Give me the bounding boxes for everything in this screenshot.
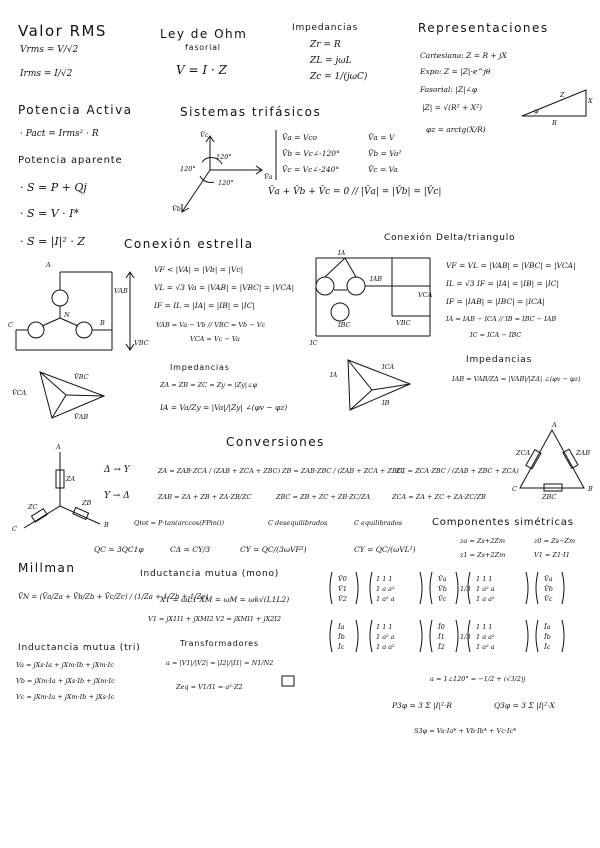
formula-irms: Irms = I/√2 <box>20 69 73 79</box>
formula-s3: · S = |I|² · Z <box>20 235 86 248</box>
mat-i2: Ī2 <box>438 643 445 651</box>
delta-label-vbc: VBC <box>396 319 411 327</box>
conv-delta-to-y: Δ → Y <box>104 465 130 475</box>
heading-conversiones: Conversiones <box>226 435 325 449</box>
mat-vc: V̄c <box>438 595 447 603</box>
formula-p3f: P3φ = 3 Σ |I|²·R <box>392 701 453 710</box>
formula-ohm: V = I · Z <box>176 63 227 77</box>
formula-est2: VL = √3 Va = |VAB| = |VBC| = |VCA| <box>154 283 295 292</box>
mat-third: 1/3 <box>460 585 471 593</box>
conv-label-za: ZA <box>66 475 76 483</box>
mat-v0: V̄0 <box>338 575 347 583</box>
formula-tri-m3: Vc = jXm·Ia + jXm·Ib + jXs·Ic <box>16 693 115 701</box>
delta-conv-node-c: C <box>512 485 517 493</box>
formula-mut2: V1 = jX1I1 + jXMI2 V2 = jXMI1 + jX2I2 <box>148 615 282 623</box>
formula-zca: ZCA = ZA + ZC + ZA·ZC/ZB <box>392 493 486 501</box>
mat-row1: 1 1 1 <box>376 575 393 583</box>
mat-ib2: Īb <box>544 633 551 641</box>
mat-i0: Ī0 <box>438 623 445 631</box>
formula-tri-m2: Vb = jXm·Ia + jXs·Ib + jXm·Ic <box>16 677 115 685</box>
delta-conv-node-b: B <box>588 485 593 493</box>
delta-phasor-triangle <box>348 360 410 410</box>
heading-valor-rms: Valor RMS <box>18 22 107 40</box>
star-tri-vca: V̄CA <box>12 389 27 397</box>
phasor-angle-3: 120° <box>218 179 234 187</box>
formula-s2: · S = V · I* <box>20 207 80 220</box>
formula-q3f: Q3φ = 3 Σ |I|²·X <box>494 701 555 710</box>
heading-impedancias-top: Impedancias <box>292 23 359 33</box>
formula-millman: V̄N = (V̄a/Za + V̄b/Zb + V̄c/Zc) / (1/Za + 1/Zb + 1/Zc) <box>18 593 209 601</box>
phasor-angle-1: 120° <box>216 153 232 161</box>
heading-conexion-delta: Conexión Delta/triangulo <box>384 233 516 243</box>
formula-zr: Zr = R <box>310 40 341 50</box>
tri-label-phi: φ <box>534 107 539 115</box>
mat-v1: V̄1 <box>338 585 347 593</box>
formula-tri1: V̄a = Vco <box>282 133 318 142</box>
conversion-delta <box>520 430 584 491</box>
star-circuit <box>16 272 134 350</box>
mat-row3: 1 a² a <box>376 595 395 603</box>
formula-zab: ZAB = ZA + ZB + ZA·ZB/ZC <box>158 493 252 501</box>
formula-tri3: V̄c = Vc∠-240° <box>282 165 340 174</box>
formula-cdelta: CΔ = CY/3 <box>170 545 211 554</box>
formula-cs3: z1 = Zs+2Zm <box>460 551 506 559</box>
star-node-b: B <box>100 319 105 327</box>
delta-conv-zca: ZCA <box>516 449 531 457</box>
formula-est3: IF = IL = |IA| = |IB| = |IC| <box>154 301 256 310</box>
formula-za: ZA = ZAB·ZCA / (ZAB + ZCA + ZBC) <box>158 467 281 475</box>
mat-ia: Īa <box>338 623 345 631</box>
heading-ley-ohm: Ley de Ohm <box>160 27 248 41</box>
formula-imp-del1: IAB = VAB/ZΔ = |VAB|/|ZΔ| ∠(φv − φz) <box>452 375 581 383</box>
formula-est5: VCA = Vc − Va <box>190 335 240 343</box>
mat-irow3b: 1 a² a <box>476 643 495 651</box>
formula-zc: Zc = 1/(jωC) <box>310 72 368 82</box>
heading-sistemas-trifasicos: Sistemas trifásicos <box>180 105 322 119</box>
heading-transformadores: Transformadores <box>180 639 259 648</box>
formula-del3: IF = |IAB| = |IBC| = |ICA| <box>446 297 545 306</box>
delta-label-vca: VCA <box>418 291 433 299</box>
delta-tri-ia: IA <box>330 371 338 379</box>
phasor-label-va: V̄a <box>264 173 273 181</box>
tri-label-r: R <box>552 119 557 127</box>
conversion-star <box>24 452 100 528</box>
formula-trans1: a = |V1|/|V2| = |I2|/|I1| = N1/N2 <box>166 659 274 667</box>
delta-label-ibc: IBC <box>338 321 351 329</box>
phasor-label-vc: V̄c <box>200 131 209 139</box>
formula-tri4: V̄a = V <box>368 133 395 142</box>
delta-conv-zab: ZAB <box>576 449 590 457</box>
tri-label-z: Z <box>560 91 565 99</box>
formula-cs4: V1 = Z1·I1 <box>534 551 570 559</box>
formula-cartesiana: Cartesiana: Z = R + jX <box>420 51 507 60</box>
formula-del2: IL = √3 IF = |IA| = |IB| = |IC| <box>446 279 559 288</box>
heading-impedancias-delta: Impedancias <box>466 355 533 365</box>
delta-label-ic: IC <box>310 339 318 347</box>
delta-circuit <box>316 258 433 336</box>
star-label-vab: VAB <box>114 287 128 295</box>
formula-angulo: φz = arctg(X/R) <box>426 125 486 134</box>
heading-millman: Millman <box>18 561 76 575</box>
formula-tri-m1: Va = jXs·Ia + jXm·Ib + jXm·Ic <box>16 661 114 669</box>
formula-est4: VAB = Va − Vb // VBC = Vb − Vc <box>156 321 266 329</box>
delta-label-iab: IAB <box>370 275 383 283</box>
star-phasor-triangle <box>40 372 104 418</box>
formula-trans2: Zeq = V1/I1 = a²·Z2 <box>176 683 243 691</box>
mat-row3b: 1 a a² <box>476 595 495 603</box>
formula-qc: QC = 3QC1φ <box>94 545 144 554</box>
formula-zb: ZB = ZAB·ZBC / (ZAB + ZCA + ZBC) <box>282 467 405 475</box>
phasor-angle-2: 120° <box>180 165 196 173</box>
mat-irow3: 1 a a² <box>376 643 395 651</box>
formula-mat-a: a = 1∠120° = −1/2 + (√3/2)j <box>430 675 526 683</box>
heading-conexion-estrella: Conexión estrella <box>124 237 254 251</box>
heading-impedancias-estrella: Impedancias <box>170 363 230 372</box>
tri-label-x: X <box>588 97 593 105</box>
heading-ley-ohm-sub: fasorial <box>185 43 221 52</box>
formula-vrms: Vrms = V/√2 <box>20 45 79 55</box>
formula-cy2: CY = QC/(ωVL²) <box>354 545 416 554</box>
formula-qtot: Qtot = P·tan(arccos(FPini)) <box>134 519 225 527</box>
star-tri-vab: V̄AB <box>74 413 89 421</box>
formula-modulo: |Z| = √(R² + X²) <box>422 103 482 112</box>
phasor-star <box>182 136 262 212</box>
heading-representaciones: Representaciones <box>418 21 549 35</box>
mat-row2b: 1 a² a <box>476 585 495 593</box>
mat-va2: V̄a <box>544 575 553 583</box>
delta-conv-node-a: A <box>552 421 557 429</box>
formula-zbc: ZBC = ZB + ZC + ZB·ZC/ZA <box>276 493 371 501</box>
heading-potencia-activa: Potencia Activa <box>18 103 133 117</box>
mat-ia2: Īa <box>544 623 551 631</box>
formula-est1: VF < |VA| = |Vb| = |Vc| <box>154 265 244 274</box>
conv-label-zc: ZC <box>28 503 38 511</box>
mat-i1: Ī1 <box>438 633 445 641</box>
heading-potencia-aparente: Potencia aparente <box>18 155 123 166</box>
heading-componentes-simetricas: Componentes simétricas <box>432 517 574 528</box>
mat-irow1b: 1 1 1 <box>476 623 493 631</box>
transformer-symbol <box>282 676 294 686</box>
delta-label-ia: IA <box>338 249 346 257</box>
mat-ic2: Īc <box>544 643 551 651</box>
formula-zl: ZL = jωL <box>310 56 352 66</box>
delta-conv-zbc: ZBC <box>542 493 557 501</box>
formula-imp-est1: ZA = ZB = ZC = Zy = |Zy|∠φ <box>160 381 258 389</box>
formula-cs2: z0 = Zs−Zm <box>534 537 576 545</box>
delta-tri-ica: ICA <box>382 363 395 371</box>
star-tri-vbc: V̄BC <box>74 373 89 381</box>
star-label-vbc: VBC <box>134 339 149 347</box>
star-node-c: C <box>8 321 13 329</box>
formula-pact: · Pact = Irms² · R <box>20 129 99 139</box>
mat-v2: V̄2 <box>338 595 347 603</box>
conv-node-b: B <box>104 521 109 529</box>
formula-fasorial: Fasorial: |Z|∠φ <box>420 85 478 94</box>
formula-mut1: X1 = ωL1 XM = ωM = ωk√(L1L2) <box>160 595 290 604</box>
label-c-deseq: C desequilibrados <box>268 519 328 527</box>
conv-node-c: C <box>12 525 17 533</box>
mat-ic: Īc <box>338 643 345 651</box>
mat-va: V̄a <box>438 575 447 583</box>
formula-s1: · S = P + Qj <box>20 181 87 194</box>
heading-inductancia-mutua-tri: Inductancia mutua (tri) <box>18 643 141 653</box>
mat-row1b: 1 1 1 <box>476 575 493 583</box>
formula-del1: VF = VL = |VAB| = |VBC| = |VCA| <box>446 261 576 270</box>
formula-imp-est2: IA = Va/Zy = |Va|/|Zy| ∠(φv − φz) <box>160 403 288 412</box>
mat-irow2: 1 a² a <box>376 633 395 641</box>
heading-inductancia-mutua-mono: Inductancia mutua (mono) <box>140 569 280 579</box>
formula-tri-sum: V̄a + V̄b + V̄c = 0 // |V̄a| = |V̄b| = |V̄c| <box>268 187 442 197</box>
mat-irow1: 1 1 1 <box>376 623 393 631</box>
matrix-brackets <box>330 572 564 652</box>
formula-del4: IA = IAB − ICA // IB = IBC − IAB <box>446 315 557 323</box>
star-node-a: A <box>46 261 51 269</box>
label-c-eq: C equilibrados <box>354 519 403 527</box>
mat-ib: Īb <box>338 633 345 641</box>
formula-tri6: V̄c = Va <box>368 165 398 174</box>
formula-del5: IC = ICA − IBC <box>470 331 522 339</box>
formula-s3f: S3φ = Va·Ia* + Vb·Ib* + Vc·Ic* <box>414 727 517 735</box>
mat-vc2: V̄c <box>544 595 553 603</box>
mat-irow2b: 1 a a² <box>476 633 495 641</box>
formula-zc-conv: ZC = ZCA·ZBC / (ZAB + ZBC + ZCA) <box>396 467 519 475</box>
formula-tri2: V̄b = Vc∠-120° <box>282 149 340 158</box>
impedance-triangle <box>522 90 586 116</box>
mat-vb2: V̄b <box>544 585 553 593</box>
delta-tri-ib: IB <box>382 399 390 407</box>
star-node-n: N <box>64 311 70 319</box>
formula-tri5: V̄b = Va² <box>368 149 402 158</box>
formula-cs1: za = Zs+2Zm <box>460 537 505 545</box>
phasor-label-vb: V̄b <box>172 205 181 213</box>
formula-cy: CY = QC/(3ωVF²) <box>240 545 307 554</box>
mat-third-i: 1/3 <box>460 633 471 641</box>
conv-y-to-delta: Y → Δ <box>104 491 130 501</box>
conv-label-zb: ZB <box>82 499 92 507</box>
mat-vb: V̄b <box>438 585 447 593</box>
formula-expo: Expo: Z = |Z|·e^jθ <box>420 67 491 76</box>
conv-node-a: A <box>56 443 61 451</box>
mat-row2: 1 a a² <box>376 585 395 593</box>
